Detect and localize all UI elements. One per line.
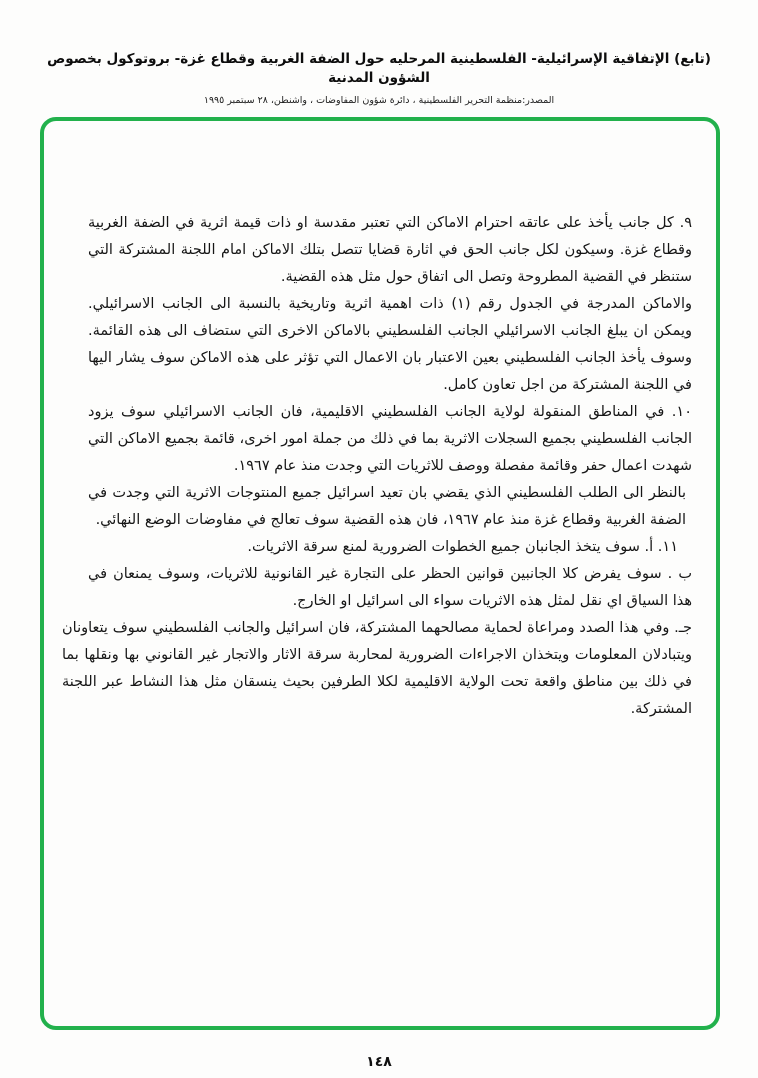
page-number: ١٤٨ bbox=[366, 1054, 392, 1070]
document-body bbox=[62, 210, 692, 723]
paragraph-item-11-b: ب . سوف يفرض كلا الجانبين قوانين الحظر على التجارة غير القانونية للاثريات، وسوف يمنعان في هذا السياق اي نقل لمثل هذه الاثريات سواء الى اسرائيل او الخارج. bbox=[88, 566, 692, 609]
document-title: (تابع) الإتفاقية الإسرائيلية- الفلسطينية المرحليه حول الضفة الغربية وقطاع غزة- بروتوكول بخصوص الشؤون المدنية bbox=[47, 51, 711, 86]
paragraph-item-9: ٩. كل جانب يأخذ على عاتقه احترام الاماكن التي تعتبر مقدسة او ذات قيمة اثرية في الضفة الغربية وقطاع غزة. وسيكون لكل جانب الحق في اثارة قضايا تتصل بتلك الاماكن امام اللجنة المشتركة التي ستنظر في القضية المطروحة وتصل الى اتفاق حول مثل هذه القضية. bbox=[88, 215, 692, 285]
paragraph-item-11-c: جـ. وفي هذا الصدد ومراعاة لحماية مصالحهما المشتركة، فان اسرائيل والجانب الفلسطيني سوف يتعاونان ويتبادلان المعلومات ويتخذان الاجراءات الضرورية لمحاربة سرقة الاثار والاتجار غير القانوني بها ونقلها بما في ذلك بين مناطق واقعة تحت الولاية الاقليمية لكلا الطرفين بحيث ينسقان مثل هذا النشاط عبر اللجنة المشتركة. bbox=[62, 620, 692, 717]
paragraph-item-11-a: ١١. أ. سوف يتخذ الجانبان جميع الخطوات الضرورية لمنع سرقة الاثريات. bbox=[247, 539, 678, 555]
paragraph-item-9-continued: والاماكن المدرجة في الجدول رقم (١) ذات اهمية اثرية وتاريخية بالنسبة الى الجانب الاسرائيلي. ويمكن ان يبلغ الجانب الاسرائيلي الجانب الفلسطيني بالاماكن الاخرى التي ستضاف الى هذه القائمة. وسوف يأخذ الجانب الفلسطيني بعين الاعتبار بان الاعمال التي تؤثر على هذه الاماكن سوف يشار اليها في اللجنة المشتركة من اجل تعاون كامل. bbox=[88, 296, 692, 393]
paragraph-item-10: ١٠. في المناطق المنقولة لولاية الجانب الفلسطيني الاقليمية، فان الجانب الاسرائيلي سوف يزود الجانب الفلسطيني بجميع السجلات الاثرية بما في ذلك من جملة امور اخرى، قائمة بجميع الاماكن التي شهدت اعمال حفر وقائمة مفصلة ووصف للاثريات التي وجدت منذ عام ١٩٦٧. bbox=[88, 404, 692, 474]
paragraph-item-10-continued: بالنظر الى الطلب الفلسطيني الذي يقضي بان تعيد اسرائيل جميع المنتوجات الاثرية التي وجدت في الضفة الغربية وقطاع غزة منذ عام ١٩٦٧، فان هذه القضية سوف تعالج في مفاوضات الوضع النهائي. bbox=[88, 485, 686, 528]
page-header bbox=[30, 50, 728, 106]
document-source-line: المصدر:منظمة التحرير الفلسطينية ، دائرة شؤون المفاوضات ، واشنطن، ٢٨ سبتمبر ١٩٩٥ bbox=[203, 94, 555, 106]
